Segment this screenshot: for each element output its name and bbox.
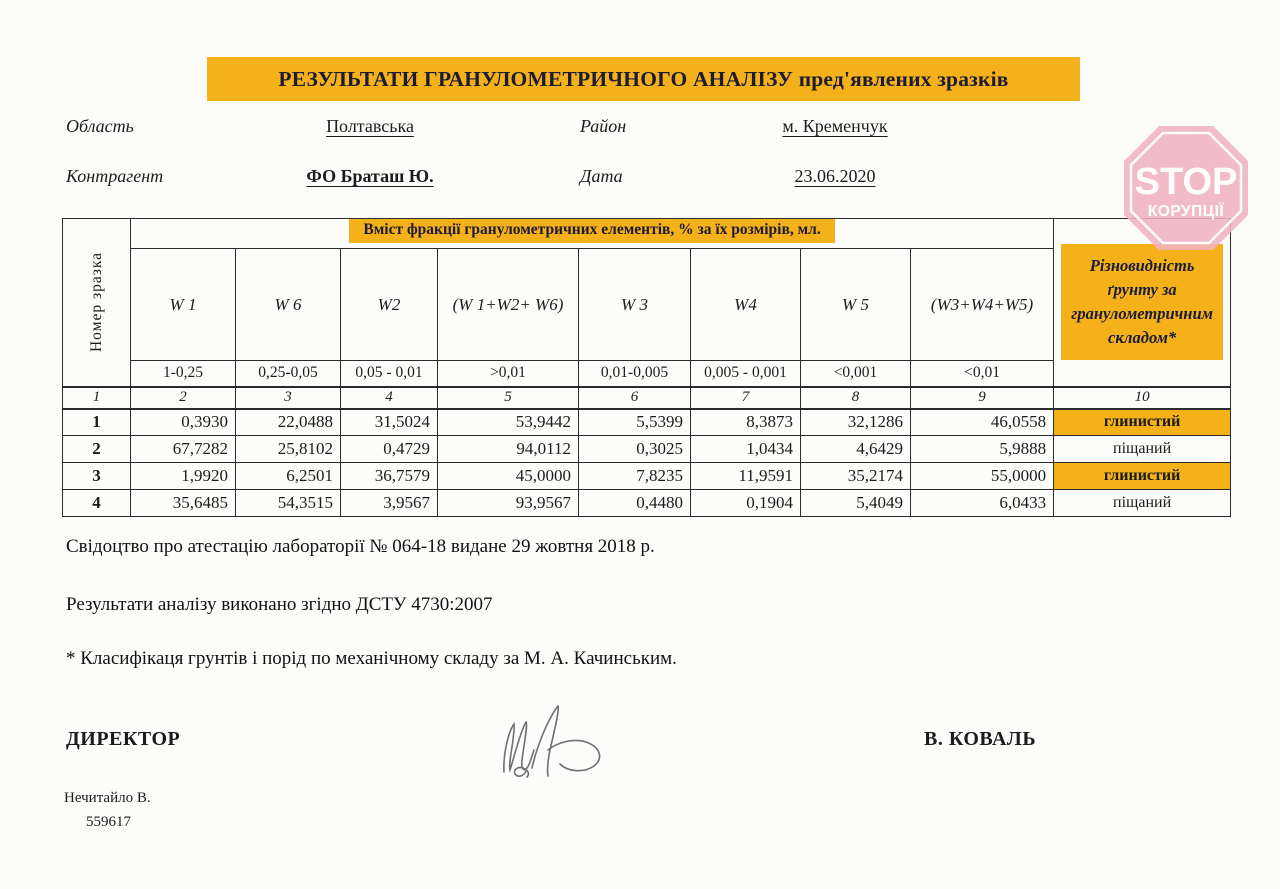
col-index: 4 [341, 387, 438, 409]
w6-value: 22,0488 [236, 409, 341, 436]
w1-value: 67,7282 [131, 436, 236, 463]
sample-number: 1 [63, 409, 131, 436]
w1-value: 35,6485 [131, 490, 236, 517]
w4-value: 8,3873 [691, 409, 801, 436]
w6-value: 25,8102 [236, 436, 341, 463]
stop-corruption-stamp [1120, 122, 1252, 259]
director-name: В. КОВАЛЬ [924, 728, 1037, 750]
w5-header: W 5 [801, 249, 911, 361]
signature-image [470, 698, 630, 798]
clerk-number: 559617 [86, 814, 131, 830]
size-range: <0,01 [911, 361, 1054, 387]
certificate-note: Свідоцтво про атестацію лабораторії № 064-18 видане 29 жовтня 2018 р. [66, 536, 655, 557]
w5-value: 32,1286 [801, 409, 911, 436]
column-index-row [63, 387, 1231, 409]
sum2-value: 55,0000 [911, 463, 1054, 490]
sum2-value: 6,0433 [911, 490, 1054, 517]
fractions-banner-cell [131, 219, 1054, 249]
region-label: Область [66, 116, 134, 136]
clerk-name: Нечитайло В. [64, 790, 151, 806]
size-range: <0,001 [801, 361, 911, 387]
sum2-header: (W3+W4+W5) [911, 249, 1054, 361]
w3-value: 0,3025 [579, 436, 691, 463]
w3-value: 5,5399 [579, 409, 691, 436]
document-title: РЕЗУЛЬТАТИ ГРАНУЛОМЕТРИЧНОГО АНАЛІЗУ пред'явлених зразків [207, 57, 1080, 101]
variety-value: глинистий [1054, 409, 1231, 436]
col-index: 5 [438, 387, 579, 409]
w4-value: 1,0434 [691, 436, 801, 463]
w3-value: 7,8235 [579, 463, 691, 490]
size-range: 0,25-0,05 [236, 361, 341, 387]
director-label: ДИРЕКТОР [66, 728, 181, 750]
sum2-value: 5,9888 [911, 436, 1054, 463]
col-index: 10 [1054, 387, 1231, 409]
col-index: 6 [579, 387, 691, 409]
w1-header: W 1 [131, 249, 236, 361]
size-range: 1-0,25 [131, 361, 236, 387]
w3-value: 0,4480 [579, 490, 691, 517]
variety-value: піщаний [1054, 490, 1231, 517]
date-label: Дата [580, 166, 623, 186]
w6-header: W 6 [236, 249, 341, 361]
size-range: 0,01-0,005 [579, 361, 691, 387]
w3-header: W 3 [579, 249, 691, 361]
col-index: 3 [236, 387, 341, 409]
results-table [62, 218, 1231, 517]
classification-note: * Класифікаця грунтів і порід по механічному складу за М. А. Качинським. [66, 648, 677, 669]
variety-header: Різновидність ґрунту за гранулометричним складом* [1061, 244, 1223, 360]
sample-number: 2 [63, 436, 131, 463]
table-row [63, 490, 1231, 517]
col-index: 7 [691, 387, 801, 409]
stop-octagon-icon [1120, 122, 1252, 254]
w4-header: W4 [691, 249, 801, 361]
sample-number: 4 [63, 490, 131, 517]
sum1-value: 93,9567 [438, 490, 579, 517]
fractions-banner: Вміст фракції гранулометричних елементів, % за їх розмірів, мл. [349, 219, 834, 244]
variety-value: глинистий [1054, 463, 1231, 490]
w6-value: 54,3515 [236, 490, 341, 517]
size-range: >0,01 [438, 361, 579, 387]
contractor-label: Контрагент [66, 166, 164, 186]
stamp-line1-text: STOP [1134, 161, 1238, 203]
col-index: 8 [801, 387, 911, 409]
w4-value: 0,1904 [691, 490, 801, 517]
col-index: 1 [63, 387, 131, 409]
sample-number-header: Номер зразка [87, 252, 105, 353]
sum1-value: 53,9442 [438, 409, 579, 436]
w6-value: 6,2501 [236, 463, 341, 490]
standard-note: Результати аналізу виконано згідно ДСТУ 4730:2007 [66, 594, 493, 615]
w2-value: 31,5024 [341, 409, 438, 436]
district-label: Район [580, 116, 627, 136]
variety-value: піщаний [1054, 436, 1231, 463]
corner-header-cell [63, 219, 131, 387]
table-row [63, 436, 1231, 463]
sample-number: 3 [63, 463, 131, 490]
stamp-line2-text: КОРУПЦІЇ [1147, 203, 1225, 220]
signature-icon [470, 698, 630, 793]
w2-header: W2 [341, 249, 438, 361]
w5-value: 4,6429 [801, 436, 911, 463]
meta-row-2 [0, 166, 1280, 192]
size-range: 0,005 - 0,001 [691, 361, 801, 387]
w4-value: 11,9591 [691, 463, 801, 490]
w5-value: 35,2174 [801, 463, 911, 490]
district-value: м. Кременчук [782, 116, 888, 136]
w5-value: 5,4049 [801, 490, 911, 517]
table-row [63, 409, 1231, 436]
w2-value: 36,7579 [341, 463, 438, 490]
col-index: 9 [911, 387, 1054, 409]
table-row [63, 463, 1231, 490]
date-value: 23.06.2020 [794, 166, 876, 186]
contractor-value: ФО Браташ Ю. [306, 166, 434, 186]
region-value: Полтавська [326, 116, 414, 136]
sum1-value: 45,0000 [438, 463, 579, 490]
w2-value: 0,4729 [341, 436, 438, 463]
meta-row-1 [0, 116, 1280, 142]
sum2-value: 46,0558 [911, 409, 1054, 436]
w2-value: 3,9567 [341, 490, 438, 517]
col-index: 2 [131, 387, 236, 409]
w1-value: 1,9920 [131, 463, 236, 490]
w1-value: 0,3930 [131, 409, 236, 436]
sum1-value: 94,0112 [438, 436, 579, 463]
size-range: 0,05 - 0,01 [341, 361, 438, 387]
sum1-header: (W 1+W2+ W6) [438, 249, 579, 361]
